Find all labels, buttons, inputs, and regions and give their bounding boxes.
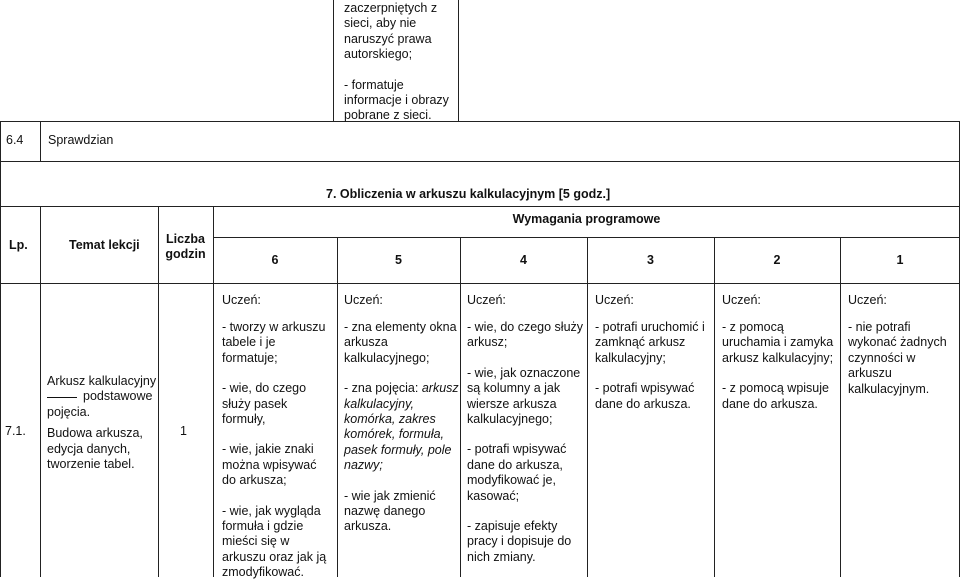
lesson-topic-sub: podstawowe pojęcia. — [47, 389, 153, 419]
table-border — [0, 161, 960, 162]
requirement-item: - potrafi wpisywać dane do arkusza. — [595, 381, 695, 411]
requirement-item: - nie potrafi wykonać żadnych czynności w arkuszu kalkulacyjnym. — [848, 320, 947, 396]
requirement-item: - tworzy w arkuszu tabele i je formatuje; — [222, 320, 326, 365]
previous-row-text: - formatuje informacje i obrazy pobrane z sieci. — [344, 77, 449, 123]
student-label: Uczeń: — [222, 293, 261, 307]
requirement-item: - z pomocą wpisuje dane do arkusza. — [722, 381, 829, 411]
table-border — [0, 121, 960, 122]
requirement-item: - wie jak zmienić nazwę danego arkusza. — [344, 488, 436, 534]
requirement-item: - z pomocą uruchamia i zamyka arkusz kalkulacyjny; — [722, 320, 834, 365]
grade-3-requirements — [595, 320, 713, 412]
lesson-topic-sub: Budowa arkusza, edycja danych, tworzenie tabel. — [47, 426, 143, 472]
lesson-hours: 1 — [180, 424, 187, 438]
row-number: 6.4 — [6, 133, 24, 147]
student-label: Uczeń: — [595, 293, 634, 307]
header-requirements: Wymagania programowe — [512, 212, 661, 226]
grade-header: 3 — [647, 253, 654, 267]
previous-row-text: zaczerpniętych z sieci, aby nie naruszyć prawa autorskiego; — [344, 1, 438, 62]
previous-row-cell — [344, 1, 456, 124]
header-hours: Liczba godzin — [165, 232, 206, 262]
grade-2-requirements — [722, 320, 839, 412]
table-border — [840, 237, 841, 577]
grade-5-requirements — [344, 320, 459, 535]
table-border — [333, 0, 334, 121]
grade-header: 4 — [520, 253, 527, 267]
table-border — [714, 237, 715, 577]
requirement-item: - zna pojęcia: arkusz kalkulacyjny, komórka, zakres komórek, formuła, pasek formuły, pole nazwy; — [344, 381, 459, 473]
grade-header: 5 — [395, 253, 402, 267]
requirement-item: - wie, do czego służy pasek formuły, — [222, 381, 307, 427]
grade-4-requirements — [467, 320, 586, 565]
grade-1-requirements — [848, 320, 959, 397]
requirement-item: - wie, jak wygląda formuła i gdzie mieści się w arkuszu oraz jak ją zmodyfikować. — [222, 503, 327, 580]
table-border — [40, 206, 41, 577]
grade-header: 1 — [896, 253, 904, 267]
grade-header: 6 — [271, 253, 279, 267]
table-border — [40, 121, 41, 161]
student-label: Uczeń: — [848, 293, 887, 307]
table-border — [0, 121, 1, 577]
requirement-item: - zapisuje efekty pracy i dopisuje do nich zmiany. — [467, 519, 572, 564]
requirement-item: - wie, jakie znaki można wpisywać do arkusza; — [222, 442, 317, 488]
row-number: 7.1. — [5, 424, 26, 438]
header-lp: Lp. — [9, 238, 28, 252]
table-border — [458, 0, 459, 121]
table-border — [587, 237, 588, 577]
table-border — [0, 283, 960, 284]
requirement-item: - wie, do czego służy arkusz; — [467, 320, 584, 350]
lesson-title: Sprawdzian — [48, 133, 114, 147]
student-label: Uczeń: — [467, 293, 506, 307]
header-topic: Temat lekcji — [69, 238, 140, 252]
grade-6-requirements — [222, 320, 336, 581]
dash-icon — [47, 397, 77, 398]
requirement-item: - wie, jak oznaczone są kolumny a jak wiersze arkusza kalkulacyjnego; — [467, 365, 581, 427]
student-label: Uczeń: — [344, 293, 383, 307]
requirement-item: - potrafi wpisywać dane do arkusza, modyfikować je, kasować; — [467, 442, 567, 503]
table-border — [460, 237, 461, 577]
lesson-topic-main: Arkusz kalkulacyjny — [47, 374, 157, 388]
requirement-item: - potrafi uruchomić i zamknąć arkusz kalkulacyjny; — [595, 320, 705, 365]
requirement-item: - zna elementy okna arkusza kalkulacyjnego; — [344, 320, 457, 365]
section-title: 7. Obliczenia w arkuszu kalkulacyjnym [5 godz.] — [326, 187, 611, 201]
student-label: Uczeń: — [722, 293, 761, 307]
grade-header: 2 — [773, 253, 781, 267]
lesson-topic — [47, 374, 157, 472]
table-border — [337, 237, 338, 577]
table-border — [0, 206, 960, 207]
